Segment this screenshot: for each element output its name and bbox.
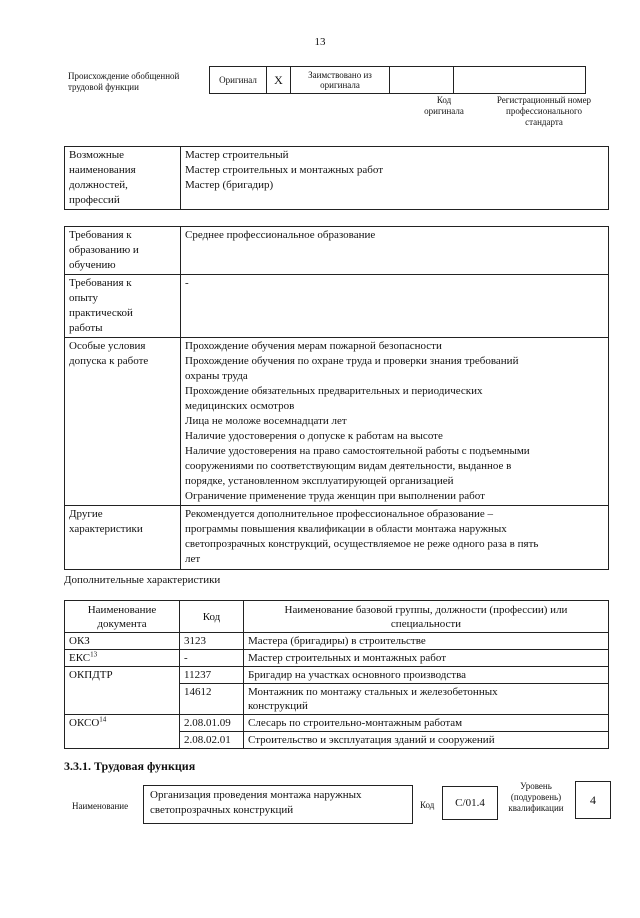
header-document: [65, 601, 180, 633]
label-line: должностей,: [69, 179, 128, 191]
code-cell: 2.08.01.09: [180, 715, 244, 732]
requirement-row: [65, 338, 609, 506]
value-line: Прохождение обучения мерам пожарной безопасности: [185, 340, 442, 352]
value-line: медицинских осмотров: [185, 400, 295, 412]
borrowed-line: Заимствовано из: [308, 70, 372, 80]
function-code-label: Код: [420, 800, 435, 810]
requirement-row: [65, 275, 609, 338]
requirement-label: [65, 275, 181, 338]
value-line: Наличие удостоверения о допуске к работам на высоте: [185, 430, 443, 442]
doc-cell: [65, 715, 180, 749]
name-line: Мастера (бригадиры) в строительстве: [248, 635, 426, 647]
requirements-table: [64, 226, 609, 570]
code-cell: 2.08.02.01: [180, 732, 244, 749]
requirement-row: [65, 506, 609, 570]
value-line: -: [185, 277, 189, 289]
registration-number-cell: [454, 67, 586, 94]
doc-name: ОКСО: [69, 717, 100, 729]
original-cell: Оригинал: [210, 67, 267, 94]
registration-number-caption: [478, 95, 610, 128]
value-line: порядке, установленном эксплуатирующей организацией: [185, 475, 454, 487]
origin-table: [209, 66, 586, 94]
position-item: Мастер (бригадир): [185, 179, 274, 191]
additional-table: [64, 600, 609, 749]
name-line: Строительство и эксплуатация зданий и сооружений: [248, 734, 495, 746]
value-line: сооружениями по соответствующим видам деятельности, выданное в: [185, 460, 512, 472]
name-cell: [244, 667, 609, 684]
level-label-line: квалификации: [508, 803, 564, 813]
additional-title: Дополнительные характеристики: [64, 574, 221, 586]
value-line: Прохождение обучения по охране труда и проверки знания требований: [185, 355, 519, 367]
value-line: охраны труда: [185, 370, 248, 382]
name-line: Слесарь по строительно-монтажным работам: [248, 717, 463, 729]
label-line: работы: [69, 322, 103, 334]
function-name-line: Организация проведения монтажа наружных: [150, 789, 362, 801]
function-code-box: C/01.4: [442, 786, 498, 820]
caption-line: оригинала: [424, 106, 464, 116]
header-line: специальности: [390, 617, 462, 630]
requirement-value: [181, 338, 609, 506]
table-row: [65, 650, 609, 667]
name-cell: [244, 715, 609, 732]
requirement-label: [65, 338, 181, 506]
name-cell: [244, 633, 609, 650]
label-line: образованию и: [69, 244, 139, 256]
positions-label: [65, 147, 181, 210]
positions-values: [181, 147, 609, 210]
value-line: программы повышения квалификации в области монтажа наружных: [185, 523, 507, 535]
borrowed-cell: [291, 67, 390, 94]
value-line: Ограничение применение труда женщин при выполнении работ: [185, 490, 485, 502]
requirement-label: [65, 506, 181, 570]
label-line: опыту: [69, 292, 98, 304]
caption-line: Регистрационный номер: [496, 95, 592, 105]
label-line: Особые условия: [69, 340, 146, 352]
value-line: Прохождение обязательных предварительных и периодических: [185, 385, 483, 397]
table-row: [65, 715, 609, 732]
code-cell: 14612: [180, 684, 244, 715]
level-label-line: Уровень: [520, 781, 552, 791]
section-heading: 3.3.1. Трудовая функция: [64, 759, 196, 773]
name-line: Мастер строительных и монтажных работ: [248, 652, 446, 664]
requirement-value: [181, 227, 609, 275]
requirement-row: [65, 227, 609, 275]
value-line: светопрозрачных конструкций, осуществляемое не реже одного раза в пять: [185, 538, 539, 550]
doc-cell: [65, 650, 180, 667]
label-line: Другие: [69, 508, 103, 520]
position-item: Мастер строительных и монтажных работ: [185, 164, 383, 176]
position-item: Мастер строительный: [185, 149, 289, 161]
function-name-line: светопрозрачных конструкций: [150, 804, 294, 816]
requirement-label: [65, 227, 181, 275]
label-line: характеристики: [69, 523, 143, 535]
page-number: 13: [314, 36, 326, 48]
name-cell: [244, 650, 609, 667]
function-name-box: [143, 785, 413, 824]
value-line: Наличие удостоверения на право самостоятельной работы с подъемными: [185, 445, 530, 457]
label-line: Требования к: [69, 229, 132, 241]
label-line: практической: [69, 307, 133, 319]
name-line: конструкций: [248, 700, 308, 712]
doc-cell: [65, 667, 180, 715]
doc-name: ОКЗ: [69, 635, 90, 647]
borrowed-line: оригинала: [320, 80, 360, 90]
origin-label-line: трудовой функции: [68, 82, 139, 92]
name-line: Монтажник по монтажу стальных и железобетонных: [248, 686, 498, 698]
value-line: Рекомендуется дополнительное профессиональное образование –: [185, 508, 494, 520]
header-line: документа: [97, 617, 147, 630]
original-code-cell: [390, 67, 454, 94]
header-line: Наименование: [87, 603, 157, 616]
footnote-ref: 13: [90, 650, 98, 659]
positions-table: [64, 146, 609, 210]
value-line: Среднее профессиональное образование: [185, 229, 376, 241]
additional-header-row: [65, 601, 609, 633]
name-cell: [244, 684, 609, 715]
label-line: Возможные: [69, 149, 124, 161]
qualification-level-box: 4: [575, 781, 611, 819]
value-line: лет: [185, 553, 201, 565]
header-code: Код: [180, 601, 244, 633]
function-name-label: Наименование: [72, 801, 129, 811]
level-label-line: (подуровень): [510, 792, 562, 802]
requirement-value: [181, 275, 609, 338]
label-line: допуска к работе: [69, 355, 149, 367]
value-line: Лица не моложе восемнадцати лет: [185, 415, 347, 427]
name-cell: [244, 732, 609, 749]
doc-name: ОКПДТР: [69, 669, 113, 681]
original-code-caption: [412, 95, 476, 117]
qualification-level-label: [500, 781, 572, 814]
caption-line: стандарта: [525, 117, 563, 127]
header-line: Наименование базовой группы, должности (профессии) или: [284, 603, 568, 616]
origin-label: [68, 71, 208, 93]
header-name: [244, 601, 609, 633]
table-row: [65, 633, 609, 650]
code-cell: 11237: [180, 667, 244, 684]
code-cell: 3123: [180, 633, 244, 650]
original-mark: X: [267, 67, 291, 94]
table-row: [65, 667, 609, 684]
requirement-value: [181, 506, 609, 570]
name-line: Бригадир на участках основного производства: [248, 669, 467, 681]
label-line: Требования к: [69, 277, 132, 289]
label-line: наименования: [69, 164, 136, 176]
doc-cell: [65, 633, 180, 650]
origin-label-line: Происхождение обобщенной: [68, 71, 180, 81]
caption-line: профессионального: [506, 106, 582, 116]
caption-line: Код: [436, 95, 452, 105]
code-cell: -: [180, 650, 244, 667]
doc-name: ЕКС: [69, 652, 91, 664]
label-line: профессий: [69, 194, 120, 206]
label-line: обучению: [69, 259, 116, 271]
footnote-ref: 14: [99, 715, 107, 724]
